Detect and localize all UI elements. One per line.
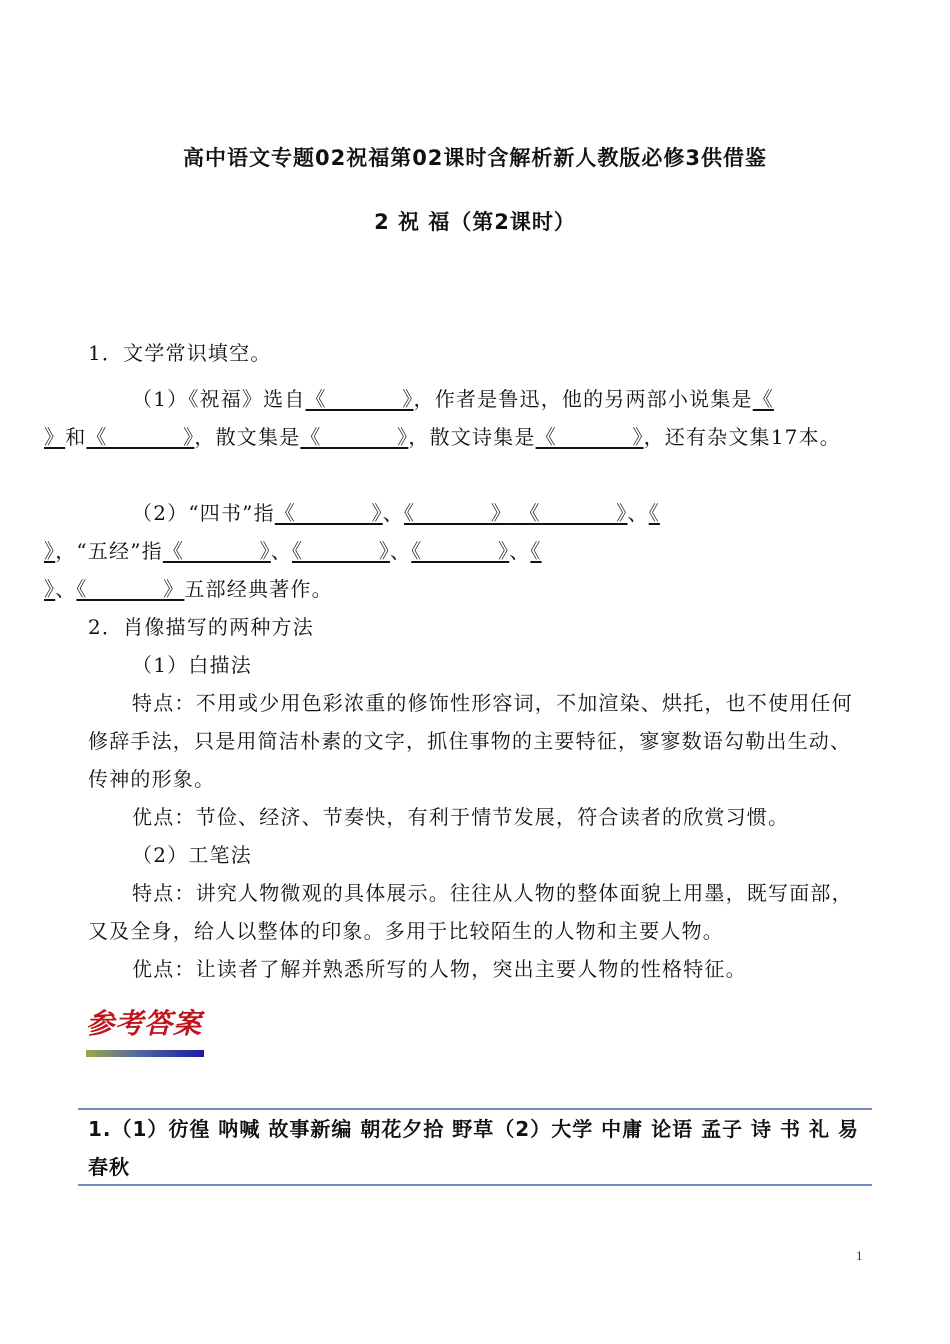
text: 、 xyxy=(390,539,412,563)
lesson-title: 2 祝 福（第2课时） xyxy=(374,210,576,234)
page-number: 1 xyxy=(856,1248,863,1263)
text: ，散文诗集是 xyxy=(408,425,536,449)
question-1-heading: 1．文学常识填空。 xyxy=(88,341,272,365)
text: 、 xyxy=(270,539,293,563)
blank-essay: 《 》 xyxy=(300,425,409,449)
answer-bottom-rule xyxy=(78,1184,872,1186)
blank-prose-poem: 《 》 xyxy=(535,425,644,449)
text: ，散文集是 xyxy=(194,425,301,449)
blank-wujing-3: 《 》 xyxy=(411,539,510,563)
method-1-title: （1）白描法 xyxy=(132,653,252,677)
blank-wujing-4-close: 》 xyxy=(44,577,56,601)
text: 、 xyxy=(509,539,531,563)
question-1-part-2 xyxy=(44,494,858,608)
text: ，作者是鲁迅，他的另两部小说集是 xyxy=(413,387,753,411)
blank-novel-1-close: 》 xyxy=(44,425,66,449)
text: 、 xyxy=(382,501,404,525)
method-1-feature: 特点：不用或少用色彩浓重的修饰性形容词，不加渲染、烘托，也不使用任何修辞手法，只是用简洁朴素的文字，抓住事物的主要特征，寥寥数语勾勒出生动、传神的形象。 xyxy=(88,691,853,791)
question-1-part-1 xyxy=(44,380,858,456)
method-1-merit: 优点：节俭、经济、节奏快，有利于情节发展，符合读者的欣赏习惯。 xyxy=(132,805,790,829)
method-2-feature: 特点：讲究人物微观的具体展示。往往从人物的整体面貌上用墨，既写面部，又及全身，给人以整体的印象。多用于比较陌生的人物和主要人物。 xyxy=(88,881,853,943)
text: ，还有杂文集17本。 xyxy=(643,425,842,449)
text: ，“五经”指 xyxy=(55,539,163,563)
text: 、 xyxy=(627,501,649,525)
blank-xuanzi: 《 》 xyxy=(305,387,414,411)
blank-wujing-1: 《 》 xyxy=(162,539,271,563)
question-2-heading: 2．肖像描写的两种方法 xyxy=(88,615,314,639)
text: 和 xyxy=(65,425,87,449)
text: 五部经典著作。 xyxy=(184,577,333,601)
blank-wujing-4-open: 《 xyxy=(530,539,542,563)
blank-wujing-5: 《 》 xyxy=(76,577,185,601)
blank-sishu-4-close: 》 xyxy=(44,539,56,563)
blank-novel-1-open: 《 xyxy=(752,387,774,411)
answer-text: 1.（1）彷徨 呐喊 故事新编 朝花夕拾 野草（2）大学 中庸 论语 孟子 诗 书 礼 易 春秋 xyxy=(88,1117,859,1179)
text: （2）“四书”指 xyxy=(132,501,275,525)
blank-sishu-4-open: 《 xyxy=(648,501,660,525)
blank-sishu-3: 《 》 xyxy=(519,501,628,525)
text: 、 xyxy=(55,577,77,601)
answer-key-logo-text: 参考答案 xyxy=(86,1007,203,1040)
text xyxy=(512,501,520,525)
text: （1）《祝福》选自 xyxy=(132,387,306,411)
blank-sishu-1: 《 》 xyxy=(274,501,383,525)
answer-key-logo-bar xyxy=(86,1050,204,1057)
method-2-merit: 优点：让读者了解并熟悉所写的人物，突出主要人物的性格特征。 xyxy=(132,957,747,981)
document-title: 高中语文专题02祝福第02课时含解析新人教版必修3供借鉴 xyxy=(182,146,768,170)
blank-novel-2: 《 》 xyxy=(86,425,195,449)
blank-wujing-2: 《 》 xyxy=(292,539,391,563)
method-2-title: （2）工笔法 xyxy=(132,843,252,867)
blank-sishu-2: 《 》 xyxy=(403,501,512,525)
answer-key-logo xyxy=(86,1000,216,1060)
